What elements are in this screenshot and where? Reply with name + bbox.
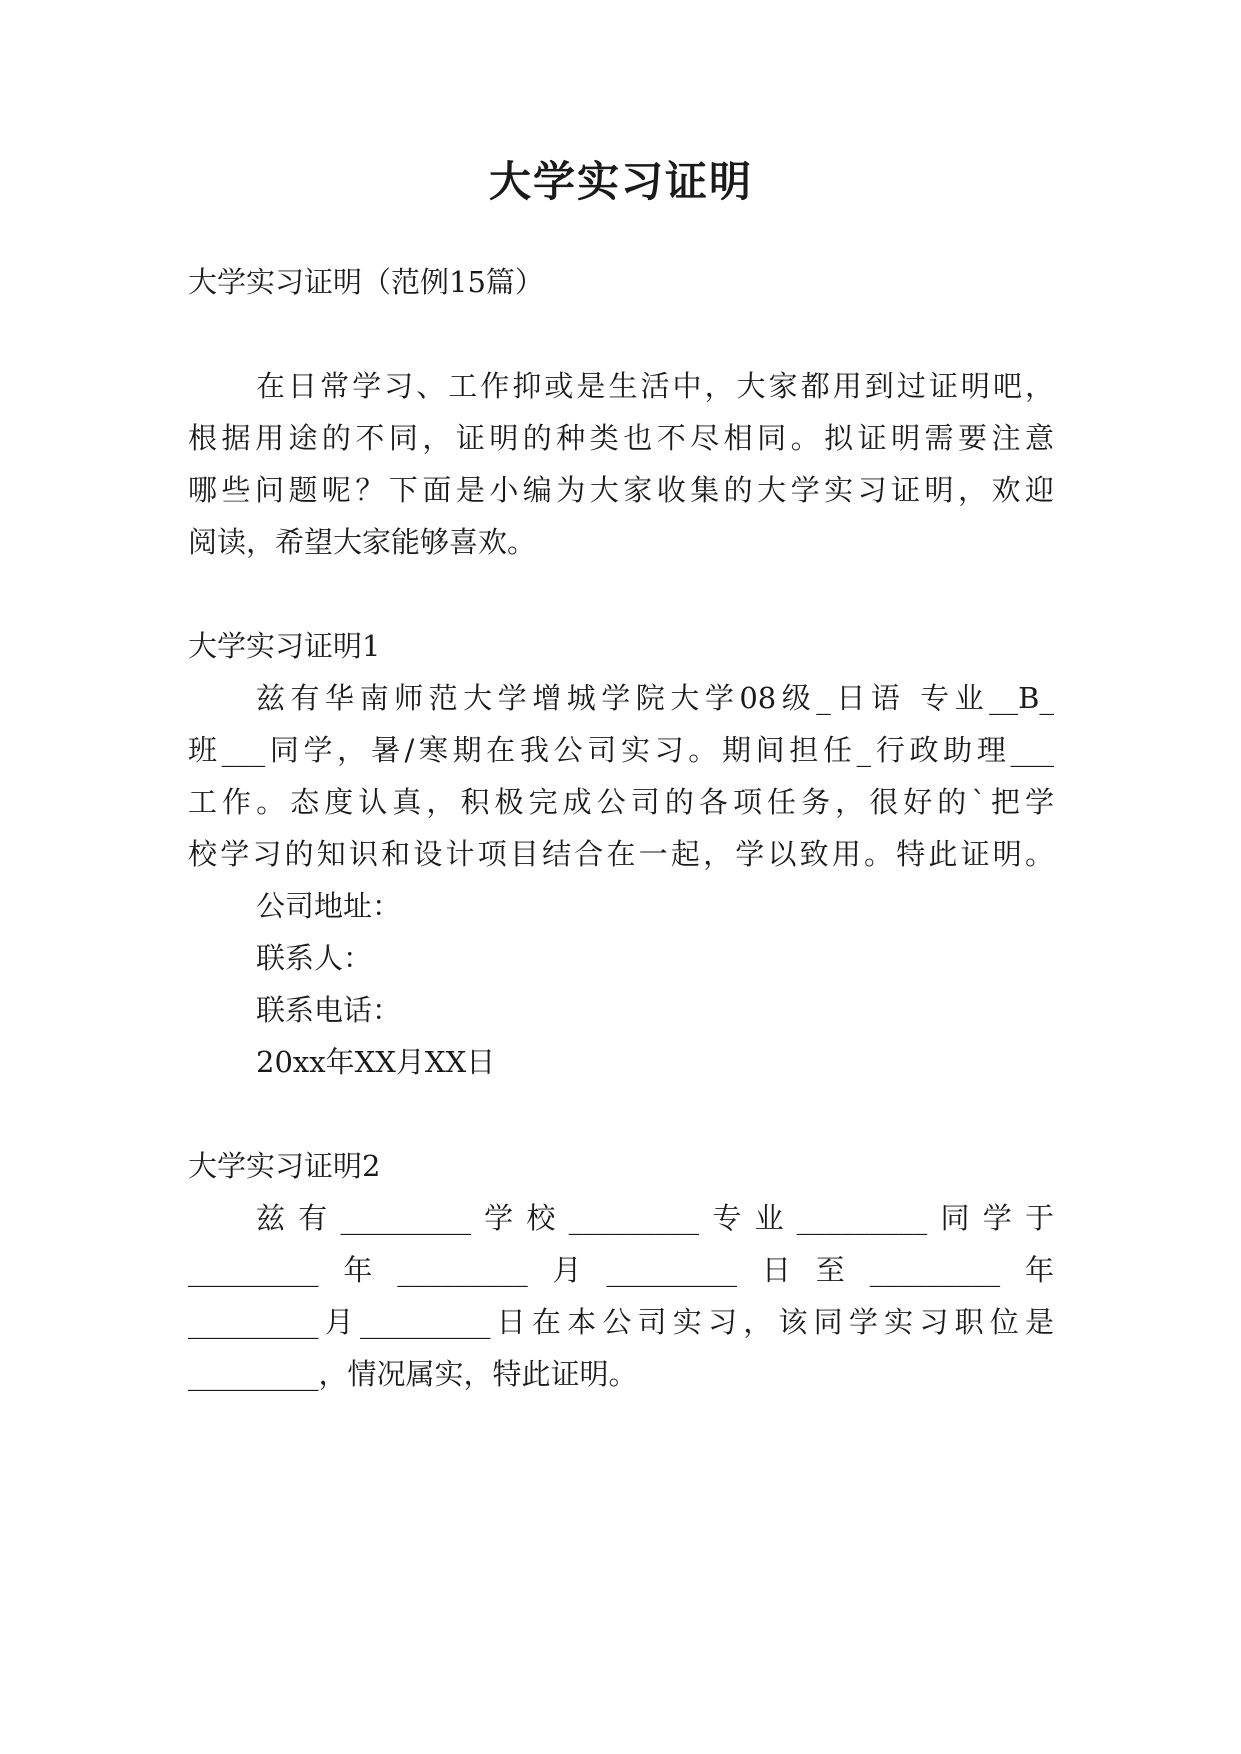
company-address-field: 公司地址： [256, 889, 402, 923]
section2-body-line: _________月_________日在本公司实习，该同学实习职位是 [188, 1305, 1054, 1339]
section2-body-line: 兹有_________学校_________专业_________同学于 [256, 1201, 1054, 1235]
section1-body-line: 校学习的知识和设计项目结合在一起，学以致用。特此证明。 [188, 837, 1054, 871]
contact-person-field: 联系人： [256, 941, 373, 975]
intro-line: 在日常学习、工作抑或是生活中，大家都用到过证明吧， [256, 369, 1054, 403]
section1-body-line: 班___同学，暑/寒期在我公司实习。期间担任_行政助理___ [188, 733, 1054, 767]
date-field: 20xx年XX月XX日 [256, 1045, 496, 1079]
intro-line: 阅读，希望大家能够喜欢。 [188, 525, 537, 559]
section1-body-line: 工作。态度认真，积极完成公司的各项任务，很好的`把学 [188, 785, 1054, 819]
intro-line: 根据用途的不同，证明的种类也不尽相同。拟证明需要注意 [188, 421, 1054, 455]
contact-phone-field: 联系电话： [256, 993, 402, 1027]
intro-line: 哪些问题呢？下面是小编为大家收集的大学实习证明，欢迎 [188, 473, 1054, 507]
section2-heading: 大学实习证明2 [188, 1149, 381, 1183]
section2-body-line: _________，情况属实，特此证明。 [188, 1357, 638, 1391]
section2-body-line: _________年_________月_________日至_________年 [188, 1253, 1054, 1287]
document-title: 大学实习证明 [488, 157, 753, 206]
section1-heading: 大学实习证明1 [188, 629, 381, 663]
document-subtitle: 大学实习证明（范例15篇） [188, 265, 544, 299]
section1-body-line: 兹有华南师范大学增城学院大学08级_日语 专业__B_ [256, 681, 1054, 715]
